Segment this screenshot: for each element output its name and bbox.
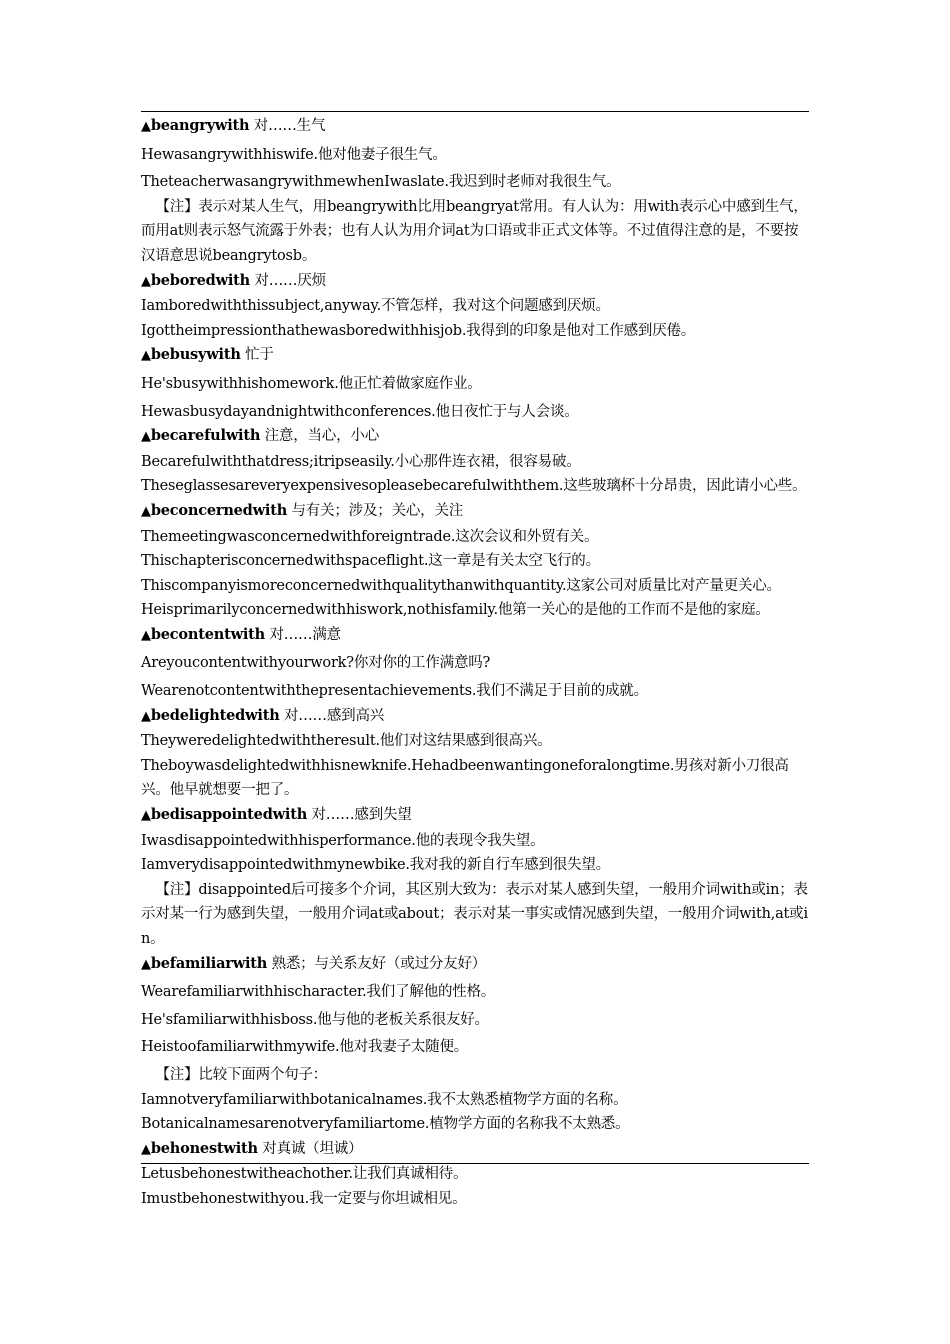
- top-divider: [141, 111, 809, 112]
- example-sentence: Hewasbusydayandnightwithconferences.他日夜忙于与人会谈。: [141, 403, 579, 420]
- example-sentence: Letusbehonestwitheachother.让我们真诚相待。: [141, 1166, 468, 1183]
- triangle-marker-icon: ▲: [141, 119, 151, 134]
- entry-heading: [141, 114, 809, 140]
- example-sentence: Heistoofamiliarwithmywife.他对我妻子太随便。: [141, 1039, 469, 1056]
- example-sentence: Iamnotveryfamiliarwithbotanicalnames.我不太熟悉植物学方面的名称。: [141, 1091, 628, 1108]
- example-sentence: Iwasdisappointedwithhisperformance.他的表现令我失望。: [141, 832, 545, 849]
- entry-term: beangrywith: [150, 117, 250, 134]
- triangle-marker-icon: ▲: [141, 956, 151, 972]
- triangle-marker-icon: ▲: [141, 273, 151, 289]
- entry-term: bedisappointedwith: [150, 806, 308, 824]
- entry-meaning: 与有关；涉及；关心，关注: [291, 502, 464, 519]
- entry-heading: [141, 499, 809, 525]
- entry-term: befamiliarwith: [150, 954, 268, 972]
- example-sentence: Wearenotcontentwiththepresentachievements.我们不满足于目前的成就。: [141, 683, 648, 700]
- example-sentence: Iamboredwiththissubject,anyway.不管怎样，我对这个问题感到厌烦。: [141, 298, 610, 315]
- document-body: [141, 114, 809, 1212]
- entry-term: becontentwith: [150, 625, 266, 643]
- triangle-marker-icon: ▲: [141, 708, 151, 724]
- entry-heading: [141, 623, 809, 649]
- usage-note: 【注】比较下面两个句子：: [155, 1066, 328, 1083]
- example-sentence: Hewasangrywithhiswife.他对他妻子很生气。: [141, 146, 447, 163]
- entry-heading: [141, 343, 809, 369]
- entry-term: becarefulwith: [150, 427, 261, 445]
- usage-note: 【注】表示对某人生气，用beangrywith比用beangryat常用。有人认为：用with表示心中感到生气，而用at则表示怒气流露于外表；也有人认为用介词at为口语或非正式文体等。不过值得注意的是，不要按汉语意思说beangrytosb。: [141, 198, 808, 264]
- entry-meaning: 对……感到失望: [311, 807, 412, 824]
- entry-term: bebusywith: [150, 346, 241, 364]
- example-sentence: Theseglassesareveryexpensivesopleasebecarefulwiththem.这些玻璃杯十分昂贵，因此请小心些。: [141, 478, 807, 495]
- triangle-marker-icon: ▲: [141, 429, 151, 445]
- example-sentence: Theboywasdelightedwithhisnewknife.Hehadbeenwantingoneforalongtime.男孩对新小刀很高兴。他早就想要一把了。: [141, 757, 789, 799]
- entry-heading: [141, 1137, 809, 1163]
- example-sentence: He'sfamiliarwithhisboss.他与他的老板关系很友好。: [141, 1011, 489, 1028]
- entry-heading: [141, 424, 809, 450]
- example-sentence: Iamverydisappointedwithmynewbike.我对我的新自行车感到很失望。: [141, 857, 610, 874]
- entry-meaning: 对……厌烦: [254, 272, 326, 289]
- entry-heading: [141, 952, 809, 978]
- example-sentence: Becarefulwiththatdress;itripseasily.小心那件连衣裙，很容易破。: [141, 453, 581, 470]
- example-sentence: Wearefamiliarwithhischaracter.我们了解他的性格。: [141, 984, 496, 1001]
- entry-term: beboredwith: [150, 271, 251, 289]
- entry-meaning: 对……生气: [253, 118, 326, 134]
- example-sentence: He'sbusywithhishomework.他正忙着做家庭作业。: [141, 375, 482, 392]
- entry-heading: [141, 704, 809, 730]
- example-sentence: Themeetingwasconcernedwithforeigntrade.这次会议和外贸有关。: [141, 528, 599, 545]
- triangle-marker-icon: ▲: [141, 1141, 151, 1157]
- example-sentence: Igottheimpressionthathewasboredwithhisjob.我得到的印象是他对工作感到厌倦。: [141, 322, 696, 339]
- entry-term: behonestwith: [150, 1139, 258, 1157]
- entry-meaning: 对……满意: [269, 626, 341, 643]
- entry-meaning: 对真诚（坦诚）: [262, 1140, 363, 1157]
- example-sentence: Thischapterisconcernedwithspaceflight.这一章是有关太空飞行的。: [141, 553, 600, 570]
- triangle-marker-icon: ▲: [141, 503, 151, 519]
- entry-meaning: 对……感到高兴: [283, 707, 385, 724]
- triangle-marker-icon: ▲: [141, 808, 151, 824]
- entry-term: beconcernedwith: [150, 501, 288, 519]
- entry-meaning: 忙于: [245, 347, 274, 364]
- entry-meaning: 注意，当心，小心: [264, 428, 380, 445]
- example-sentence: Theyweredelightedwiththeresult.他们对这结果感到很高兴。: [141, 733, 552, 750]
- entry-meaning: 熟悉；与关系友好（或过分友好）: [271, 955, 487, 972]
- entry-heading: [141, 803, 809, 829]
- usage-note: 【注】disappointed后可接多个介词，其区别大致为：表示对某人感到失望，一般用介词with或in；表示对某一行为感到失望，一般用介词at或about；表示对某一事实或情况感到失望，一般用介词with,at或in。: [141, 881, 808, 947]
- entry-term: bedelightedwith: [150, 706, 280, 724]
- example-sentence: Areyoucontentwithyourwork?你对你的工作满意吗?: [141, 655, 491, 672]
- entry-heading: [141, 269, 809, 295]
- triangle-marker-icon: ▲: [141, 627, 151, 643]
- triangle-marker-icon: ▲: [141, 348, 151, 364]
- example-sentence: Botanicalnamesarenotveryfamiliartome.植物学方面的名称我不太熟悉。: [141, 1116, 630, 1133]
- example-sentence: Thiscompanyismoreconcernedwithqualitythanwithquantity.这家公司对质量比对产量更关心。: [141, 577, 781, 594]
- example-sentence: Imustbehonestwithyou.我一定要与你坦诚相见。: [141, 1190, 467, 1207]
- example-sentence: Heisprimarilyconcernedwithhiswork,nothisfamily.他第一关心的是他的工作而不是他的家庭。: [141, 602, 770, 619]
- example-sentence: TheteacherwasangrywithmewhenIwaslate.我迟到时老师对我很生气。: [141, 174, 621, 191]
